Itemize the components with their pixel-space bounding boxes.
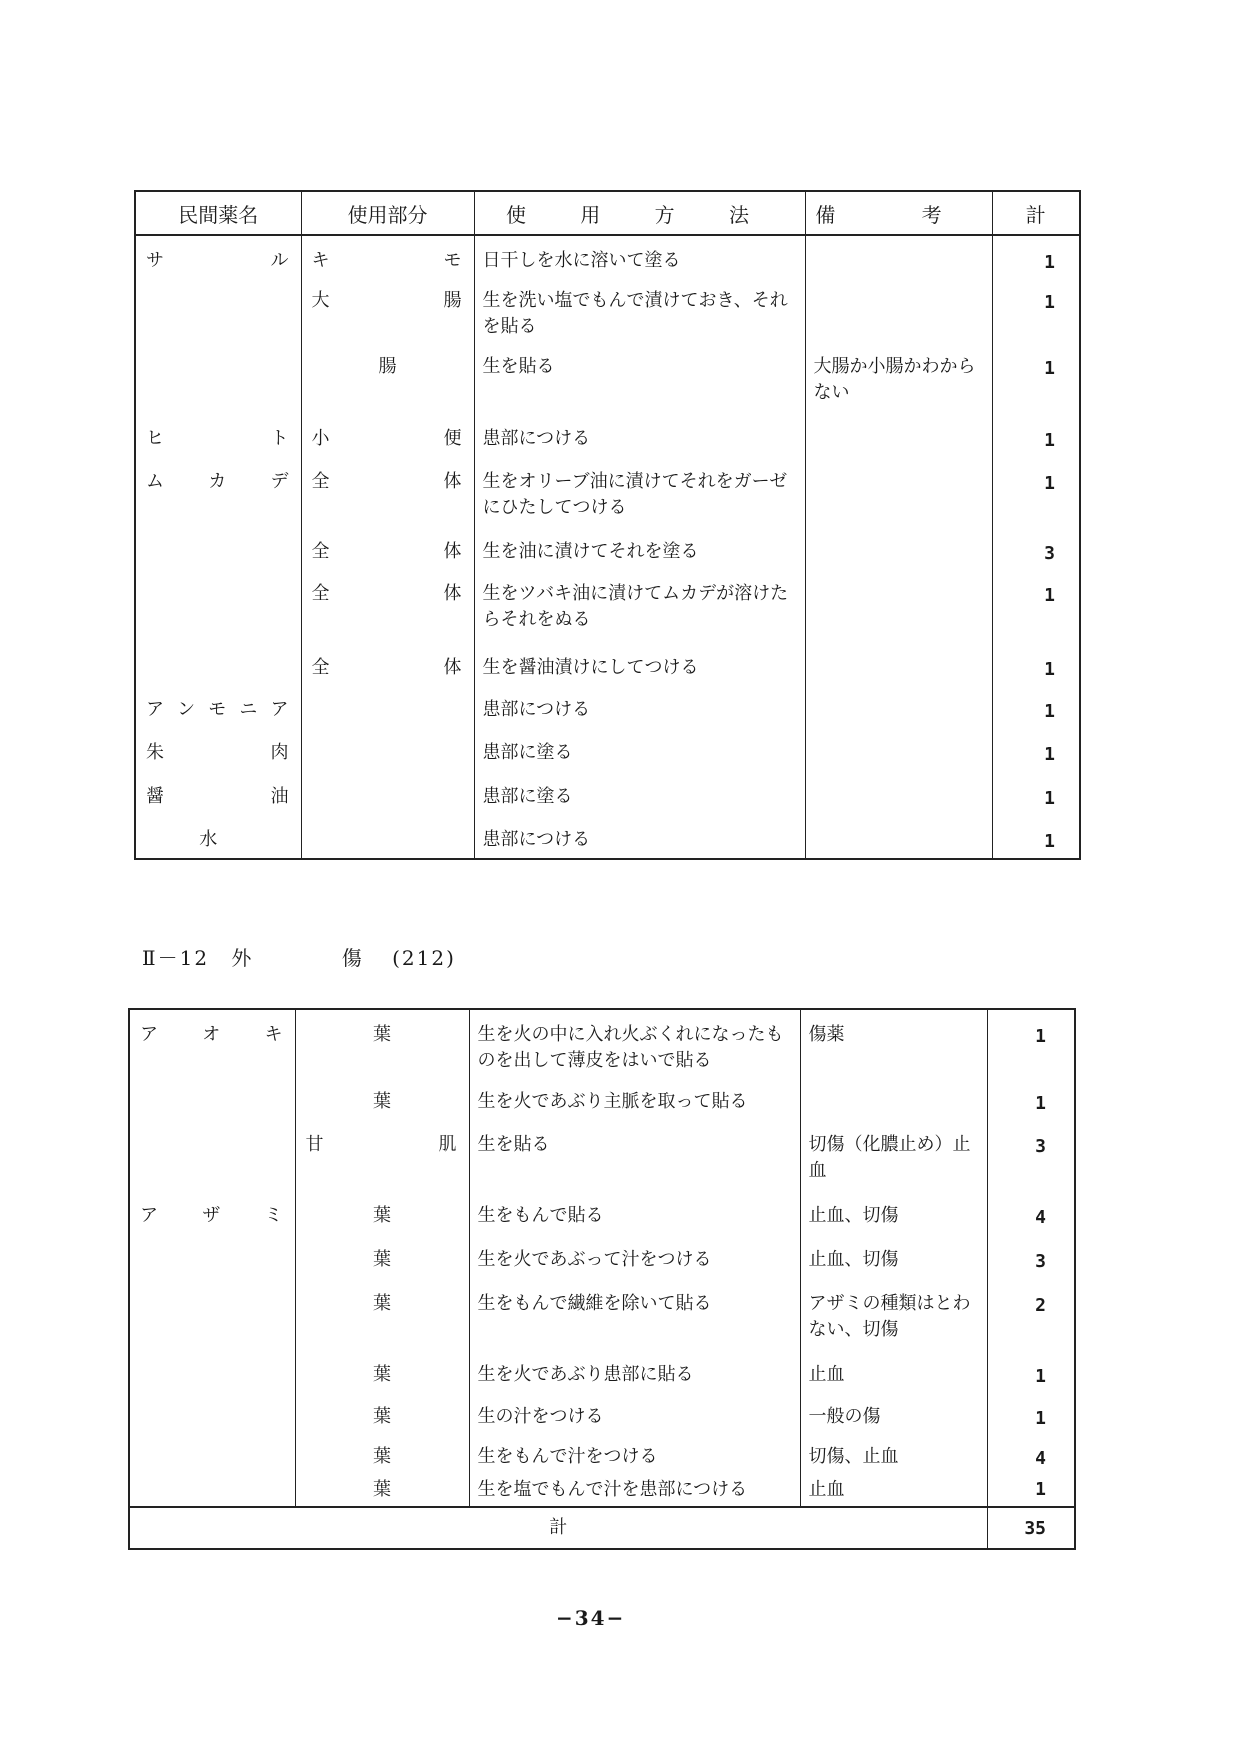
table-row [135, 276, 1080, 342]
header-name: 民間薬名 [135, 191, 301, 235]
used-part: 大 腸 [311, 290, 462, 311]
usage-method: 生をもんで繊維を除いて貼る [477, 1293, 712, 1314]
header-note: 備 考 [805, 191, 992, 235]
note [806, 276, 992, 288]
used-part: 甘 肌 [305, 1134, 457, 1155]
count: 1 [1044, 358, 1055, 379]
used-part: キ モ [311, 250, 462, 271]
usage-method: 生を貼る [482, 356, 555, 377]
section-name: 外 傷 [231, 946, 364, 970]
count: 1 [1044, 473, 1055, 494]
remedy-name: ム カ デ [146, 471, 289, 492]
count: 1 [1044, 292, 1055, 313]
used-part: 小 便 [311, 428, 462, 449]
section-title [142, 942, 456, 971]
count: 1 [1035, 1479, 1046, 1500]
total-count: 35 [1024, 1517, 1046, 1539]
note: 一般の傷 [808, 1406, 881, 1427]
table-row [135, 569, 1080, 643]
used-part: 葉 [373, 1024, 391, 1045]
count: 3 [1044, 543, 1055, 564]
count: 4 [1035, 1448, 1046, 1469]
note [806, 236, 992, 248]
table-row [135, 527, 1080, 569]
table-row [129, 1120, 1075, 1191]
remedy-name: ア オ キ [140, 1024, 283, 1045]
note: 止血、切傷 [808, 1205, 899, 1226]
remedy-name: ア ザ ミ [140, 1205, 283, 1226]
table-row [135, 685, 1080, 728]
used-part: 葉 [373, 1249, 391, 1270]
note: アザミの種類はとわない、切傷 [808, 1293, 971, 1340]
used-part: 葉 [373, 1091, 391, 1112]
table-row [129, 1392, 1075, 1432]
usage-method: 患部に塗る [482, 742, 573, 763]
count: 3 [1035, 1136, 1046, 1157]
table-row [129, 1471, 1075, 1507]
table-row [129, 1350, 1075, 1392]
count: 4 [1035, 1207, 1046, 1228]
count: 1 [1044, 744, 1055, 765]
header-count: 計 [992, 191, 1080, 235]
count: 1 [1035, 1093, 1046, 1114]
header-method: 使 用 方 法 [474, 191, 805, 235]
remedy-name: 朱 肉 [146, 742, 289, 763]
table-row [135, 643, 1080, 685]
note: 止血 [808, 1479, 845, 1500]
table-row [135, 235, 1080, 276]
table-header-row [135, 191, 1080, 235]
count: 1 [1044, 252, 1055, 273]
note: 切傷、止血 [808, 1446, 899, 1467]
note [806, 643, 992, 655]
count: 3 [1035, 1251, 1046, 1272]
table-row [129, 1077, 1075, 1120]
usage-method: 日干しを水に溶いて塗る [482, 250, 681, 271]
note [806, 414, 992, 426]
count: 2 [1035, 1295, 1046, 1316]
used-part: 葉 [373, 1364, 391, 1385]
page-number: −34− [556, 1606, 626, 1630]
usage-method: 生を火であぶって汁をつける [477, 1249, 712, 1270]
note: 切傷（化膿止め）止血 [808, 1134, 971, 1181]
total-label: 計 [549, 1517, 568, 1538]
section-number: Ⅱ－12 [142, 946, 210, 970]
note [806, 685, 992, 697]
header-part: 使用部分 [301, 191, 474, 235]
usage-method: 生を醤油漬けにしてつける [482, 657, 699, 678]
usage-method: 生をオリーブ油に漬けてそれをガーゼにひたしてつける [482, 471, 788, 518]
note [806, 728, 992, 740]
table-row [129, 1191, 1075, 1235]
usage-method: 生をツバキ油に漬けてムカデが溶けたらそれをぬる [482, 583, 789, 630]
table-row [135, 457, 1080, 527]
usage-method: 生をもんで汁をつける [477, 1446, 658, 1467]
count: 1 [1044, 585, 1055, 606]
count: 1 [1035, 1408, 1046, 1429]
used-part: 全 体 [311, 541, 462, 562]
count: 1 [1044, 831, 1055, 852]
herbal-remedy-table-1 [134, 190, 1081, 860]
note [806, 457, 992, 469]
note: 止血、切傷 [808, 1249, 899, 1270]
table-row [135, 815, 1080, 859]
herbal-remedy-table-2 [128, 1008, 1076, 1550]
count: 1 [1044, 430, 1055, 451]
usage-method: 生をもんで貼る [477, 1205, 604, 1226]
note [806, 527, 992, 539]
table-row [129, 1432, 1075, 1471]
count: 1 [1035, 1026, 1046, 1047]
usage-method: 患部につける [482, 428, 591, 449]
remedy-name: ア ン モ ニ ア [146, 699, 289, 720]
used-part: 腸 [378, 356, 397, 377]
used-part: 全 体 [311, 583, 462, 604]
usage-method: 生を塩でもんで汁を患部につける [477, 1479, 748, 1500]
usage-method: 生を油に漬けてそれを塗る [482, 541, 699, 562]
used-part: 全 体 [311, 471, 462, 492]
table-row [129, 1009, 1075, 1077]
usage-method: 患部につける [482, 699, 591, 720]
usage-method: 生の汁をつける [477, 1406, 604, 1427]
count: 1 [1044, 788, 1055, 809]
table-row [135, 728, 1080, 772]
note [806, 569, 992, 581]
usage-method: 生を火であぶり患部に貼る [477, 1364, 694, 1385]
remedy-name: サ ル [146, 250, 289, 271]
remedy-name: 水 [199, 829, 218, 850]
note [806, 815, 992, 827]
table-row [129, 1279, 1075, 1350]
table-row [135, 342, 1080, 414]
note: 止血 [808, 1364, 845, 1385]
count: 1 [1044, 701, 1055, 722]
used-part: 葉 [373, 1205, 391, 1226]
used-part: 全 体 [311, 657, 462, 678]
section-count: (212) [392, 946, 456, 970]
note: 傷薬 [808, 1024, 845, 1045]
usage-method: 患部に塗る [482, 786, 573, 807]
note: 大腸か小腸かわからない [813, 356, 976, 403]
used-part: 葉 [373, 1446, 391, 1467]
note [806, 772, 992, 784]
count: 1 [1035, 1366, 1046, 1387]
remedy-name: 醤 油 [146, 786, 289, 807]
table-row [129, 1235, 1075, 1279]
table-row [135, 772, 1080, 815]
usage-method: 生を火であぶり主脈を取って貼る [477, 1091, 748, 1112]
used-part: 葉 [373, 1293, 391, 1314]
total-row [129, 1507, 1075, 1549]
remedy-name: ヒ ト [146, 428, 289, 449]
usage-method: 生を洗い塩でもんで漬けておき、それを貼る [482, 290, 788, 337]
used-part: 葉 [373, 1479, 391, 1500]
used-part: 葉 [373, 1406, 391, 1427]
table-row [135, 414, 1080, 457]
usage-method: 生を貼る [477, 1134, 550, 1155]
note [801, 1077, 987, 1089]
count: 1 [1044, 659, 1055, 680]
usage-method: 患部につける [482, 829, 591, 850]
usage-method: 生を火の中に入れ火ぶくれになったものを出して薄皮をはいで貼る [477, 1024, 784, 1071]
